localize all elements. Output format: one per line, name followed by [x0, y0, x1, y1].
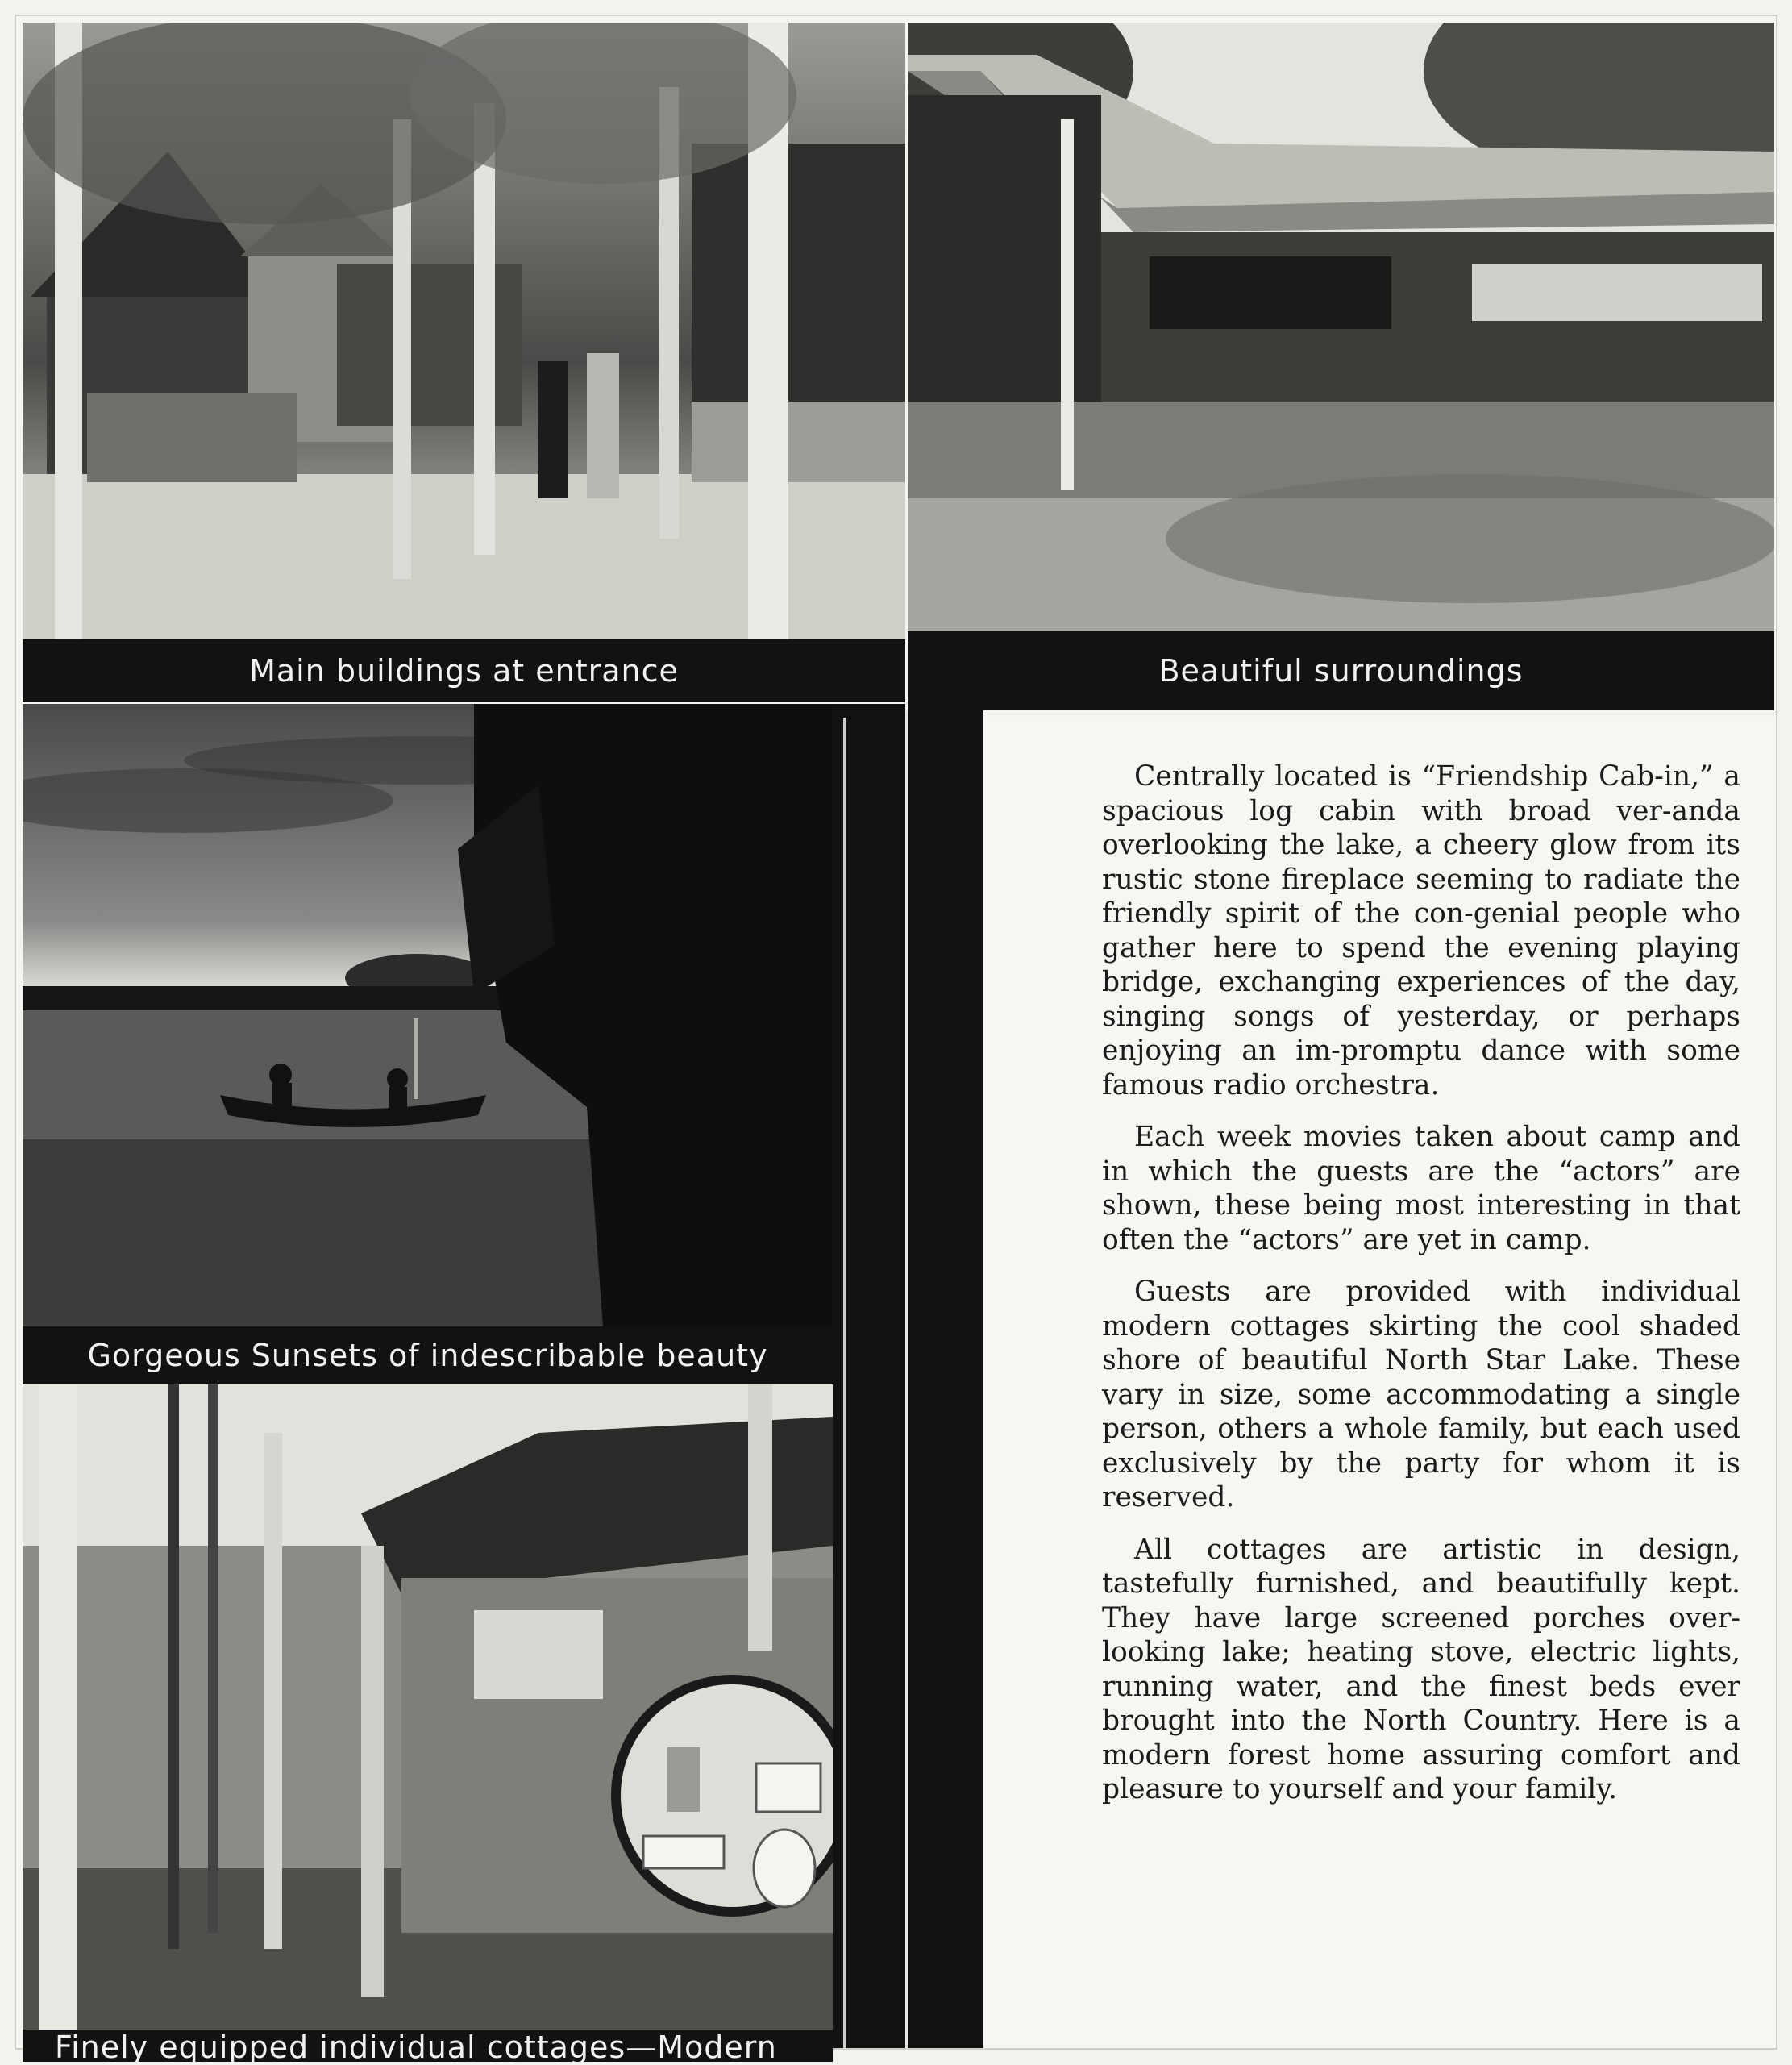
- photo-cottages: [23, 1384, 833, 2030]
- caption-surroundings: Beautiful surroundings: [908, 631, 1774, 710]
- main-buildings-illustration: [23, 23, 905, 639]
- photo-sunset: [23, 704, 833, 1326]
- band-edge-line: [843, 718, 846, 2048]
- body-text-panel: [983, 718, 1776, 2048]
- surroundings-illustration: [908, 23, 1774, 631]
- body-text-column: [1102, 760, 1740, 1825]
- paragraph-friendship-cabin: Centrally located is “Friendship Cab-in,” a spacious log cabin with broad ver-anda overlooking the lake, a cheery glow from its rustic stone fireplace seeming to radiate the friendly spirit of the con-genial people who gather here to spend the evening playing bridge, exchanging experiences of the day, singing songs of yesterday, or perhaps enjoying an im-promptu dance with some famous radio orchestra.: [1102, 760, 1740, 1101]
- caption-sunsets: Gorgeous Sunsets of indescribable beauty: [23, 1326, 833, 1384]
- brochure-page: [16, 16, 1776, 2065]
- cottages-illustration: [23, 1384, 833, 2030]
- paragraph-cottages: Guests are provided with individual modern cottages skirting the cool shaded shore of beautiful North Star Lake. These vary in size, some accommodating a single person, others a whole family, but each used exclusively by the party for whom it is reserved.: [1102, 1276, 1740, 1513]
- paragraph-movies: Each week movies taken about camp and in which the guests are the “actors” are shown, these being most interesting in that often the “actors” are yet in camp.: [1102, 1121, 1740, 1256]
- caption-cottages: Finely equipped individual cottages—Modern: [23, 2030, 833, 2062]
- center-black-band-right: [908, 710, 983, 2048]
- sunset-illustration: [23, 704, 833, 1326]
- photo-surroundings: [908, 23, 1774, 631]
- caption-main-buildings: Main buildings at entrance: [23, 639, 905, 702]
- photo-main-buildings: [23, 23, 905, 639]
- paragraph-amenities: All cottages are artistic in design, tastefully furnished, and beautifully kept. They have large screened porches over-looking lake; heating stove, electric lights, running water, and the finest beds ever brought into the North Country. Here is a modern forest home assuring comfort and pleasure to yourself and your family.: [1102, 1533, 1740, 1805]
